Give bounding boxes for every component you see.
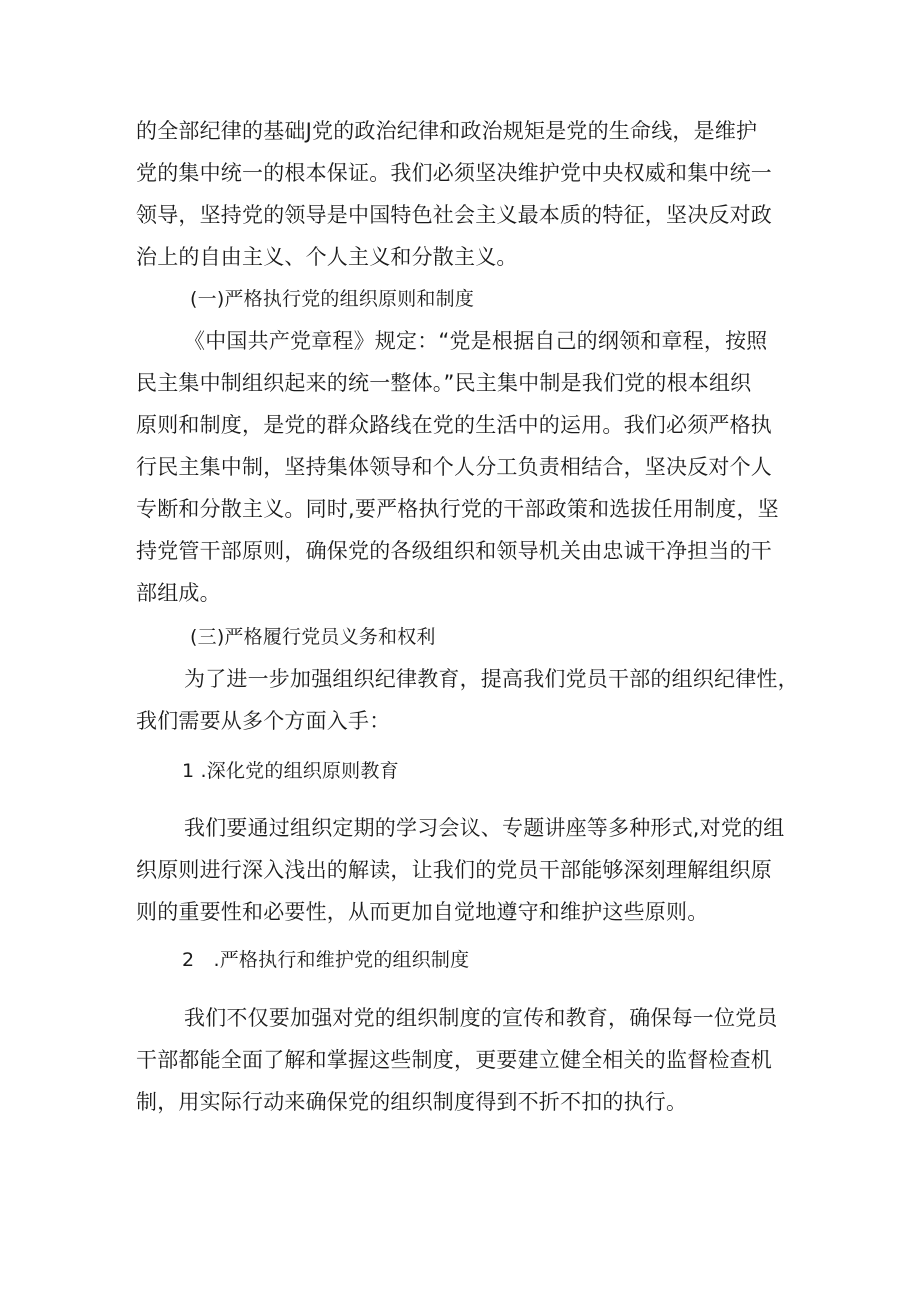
paragraph-2-line-3: 原则和制度，是党的群众路线在党的生活中的运用。我们必须严格执 <box>136 413 772 437</box>
paragraph-5-line-1: 我们不仅要加强对党的组织制度的宣传和教育，确保每一位党员 <box>184 1006 778 1030</box>
paragraph-2-line-4: 行民主集中制，坚持集体领导和个人分工负责相结合，坚决反对个人 <box>136 455 772 479</box>
paragraph-5-line-3: 制，用实际行动来确保党的组织制度得到不折不扣的执行。 <box>136 1090 688 1114</box>
paragraph-4-line-3: 则的重要性和必要性，从而更加自觉地遵守和维护这些原则。 <box>136 900 709 924</box>
paragraph-3-line-1: 为了进一步加强组织纪律教育，提高我们党员干部的组织纪律性， <box>184 667 799 691</box>
section-heading-member-duties: (三)严格履行党员义务和权利 <box>190 626 436 648</box>
paragraph-2-line-5: 专断和分散主义。同时,要严格执行党的干部政策和选拔任用制度，坚 <box>136 497 779 521</box>
paragraph-1-line-2: 党的集中统一的根本保证。我们必须坚决维护党中央权威和集中统一 <box>136 161 772 185</box>
paragraph-2-line-7: 部组成。 <box>136 581 221 605</box>
paragraph-2-line-1: 《中国共产党章程》规定：“党是根据自己的纲领和章程，按照 <box>184 329 768 353</box>
paragraph-1-line-3: 领导，坚持党的领导是中国特色社会主义最本质的特征，坚决反对政 <box>136 203 772 227</box>
item-1-heading: 1 .深化党的组织原则教育 <box>182 760 399 782</box>
paragraph-1-line-1: 的全部纪律的基础J党的政治纪律和政治规矩是党的生命线，是维护 <box>136 119 758 143</box>
paragraph-2-line-2: 民主集中制组织起来的统一整体。”民主集中制是我们党的根本组织 <box>136 371 752 395</box>
paragraph-3-line-2: 我们需要从多个方面入手： <box>136 709 391 733</box>
paragraph-1-line-4: 治上的自由主义、个人主义和分散主义。 <box>136 245 518 269</box>
paragraph-4-line-2: 织原则进行深入浅出的解读，让我们的党员干部能够深刻理解组织原 <box>136 858 772 882</box>
paragraph-2-line-6: 持党管干部原则，确保党的各级组织和领导机关由忠诚干净担当的干 <box>136 539 772 563</box>
paragraph-5-line-2: 干部都能全面了解和掌握这些制度，更要建立健全相关的监督检查机 <box>136 1048 772 1072</box>
paragraph-4-line-1: 我们要通过组织定期的学习会议、专题讲座等多种形式,对党的组 <box>184 816 785 840</box>
item-2-heading: 2 .严格执行和维护党的组织制度 <box>182 949 470 971</box>
section-heading-organization-principles: (一)严格执行党的组织原则和制度 <box>190 288 475 310</box>
